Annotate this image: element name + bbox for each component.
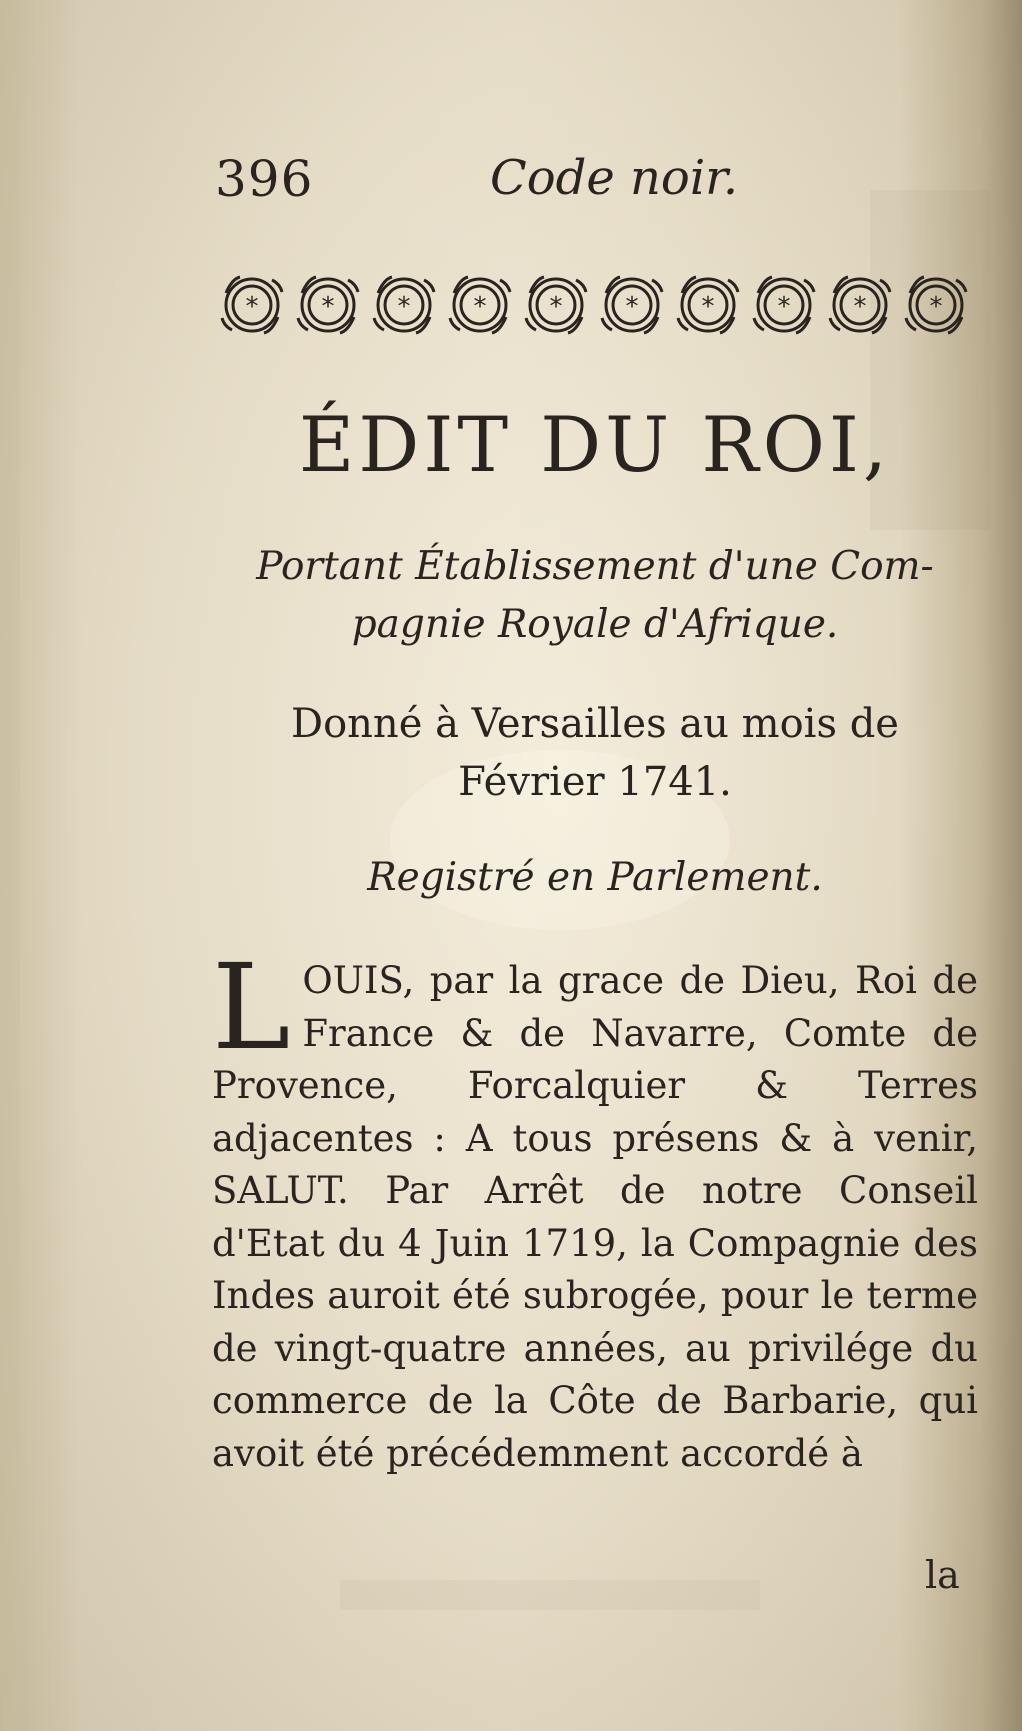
rosette-icon [222, 277, 282, 333]
rosette-icon [830, 277, 890, 333]
registration-note: Registré en Parlement. [367, 855, 823, 900]
rosette-icon [602, 277, 662, 333]
rosette-icon [298, 277, 358, 333]
subtitle-line: Portant Établissement d'une Com- [256, 544, 934, 589]
rosette-icon [678, 277, 738, 333]
svg-text:*: * [701, 292, 715, 322]
svg-text:*: * [929, 292, 943, 322]
edict-title: ÉDIT DU ROI, [298, 400, 892, 489]
edict-subtitle [212, 538, 978, 654]
svg-text:*: * [549, 292, 563, 322]
page-header [215, 150, 975, 210]
page-number: 396 [215, 150, 314, 208]
ornament-band [212, 260, 978, 350]
svg-text:*: * [321, 292, 335, 322]
subtitle-line: pagnie Royale d'Afrique. [351, 602, 839, 647]
running-head: Code noir. [490, 150, 739, 206]
svg-text:*: * [853, 292, 867, 322]
date-line [212, 695, 978, 811]
body-text: OUIS, par la grace de Dieu, Roi de France & de Navarre, Comte de Provence, Forcalquier & Terres adjacentes : A tous présens & à venir, SALUT. Par Arrêt de notre Conseil d'Etat du 4 Juin 1719, la Compagnie des Indes auroit été subrogée, pour le terme de vingt-quatre années, au privilége du commerce de la Côte de Barbarie, qui avoit été précédemment accordé à [212, 959, 978, 1475]
rosette-icon [450, 277, 510, 333]
svg-text:*: * [473, 292, 487, 322]
date-line-text: Donné à Versailles au mois de [291, 701, 899, 747]
rosette-icon [526, 277, 586, 333]
rosette-icon [754, 277, 814, 333]
date-line-text: Février 1741. [458, 759, 732, 805]
drop-cap: L [212, 938, 291, 1076]
body-paragraph [212, 938, 978, 1480]
svg-text:*: * [777, 292, 791, 322]
catchword: la [925, 1553, 960, 1597]
svg-text:*: * [245, 292, 259, 322]
rosette-icon [374, 277, 434, 333]
svg-text:*: * [625, 292, 639, 322]
rosette-icon [906, 277, 966, 333]
svg-text:*: * [397, 292, 411, 322]
